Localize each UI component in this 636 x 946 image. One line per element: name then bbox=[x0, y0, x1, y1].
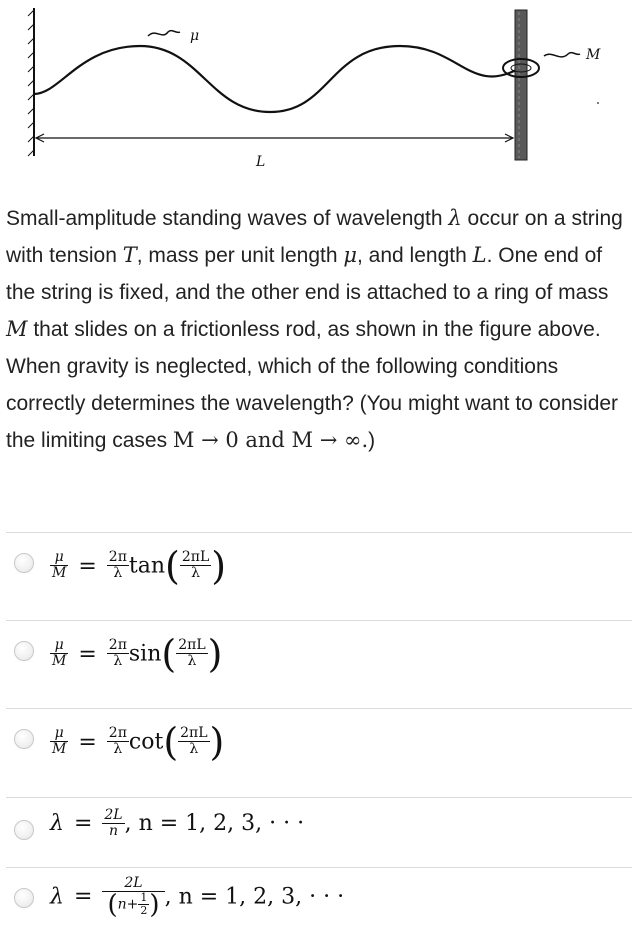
mu-label: μ bbox=[190, 28, 200, 44]
answer-options bbox=[6, 532, 632, 946]
question-text: Small-amplitude standing waves of wavelength λ occur on a string with tension T, mass per unit length μ, and length L. One end of the string is fixed, and the other end is attached to a ring of mass M that slides on a frictionless rod, as shown in the figure above. When gravity is neglected, which of the following conditions correctly determines the wavelength? (You might want to consider the limiting cases M → 0 and M → ∞.) bbox=[6, 206, 623, 452]
formula: $\frac{\mu}{M}$ = $\frac{2\pi}{\lambda}$ sin( $\frac{2\pi L}{\lambda}$ ) bbox=[52, 632, 223, 676]
var-M: M bbox=[6, 317, 28, 341]
radio-button[interactable] bbox=[14, 553, 34, 573]
M-pointer bbox=[544, 53, 580, 57]
var-lambda: λ bbox=[448, 206, 462, 230]
var-L: L bbox=[472, 243, 487, 267]
string-wave-figure bbox=[0, 0, 636, 180]
radio-button[interactable] bbox=[14, 888, 34, 908]
mu-pointer bbox=[148, 31, 180, 36]
var-T: T bbox=[122, 243, 137, 267]
formula: $\frac{\mu}{M}$ = $\frac{2\pi}{\lambda}$ cot( $\frac{2\pi L}{\lambda}$ ) bbox=[52, 720, 225, 764]
answer-option-2[interactable] bbox=[6, 620, 632, 708]
frictionless-rod bbox=[515, 10, 527, 160]
answer-option-1[interactable] bbox=[6, 532, 632, 620]
formula: λ = 2L (n+ $\frac{1}{2}$ ) , n = 1, 2, 3, · · · bbox=[50, 875, 345, 920]
limit-cases: M → 0 and M → ∞. bbox=[172, 428, 369, 452]
answer-option-3[interactable] bbox=[6, 708, 632, 797]
M-label: M bbox=[586, 47, 601, 63]
L-label: L bbox=[256, 154, 266, 170]
radio-button[interactable] bbox=[14, 641, 34, 661]
formula: $\frac{\mu}{M}$ = $\frac{2\pi}{\lambda}$ tan( $\frac{2\pi L}{\lambda}$ ) bbox=[52, 544, 227, 588]
answer-option-4[interactable] bbox=[6, 797, 632, 867]
answer-option-5[interactable] bbox=[6, 867, 632, 946]
var-mu: μ bbox=[343, 243, 358, 267]
radio-button[interactable] bbox=[14, 820, 34, 840]
standing-wave-string bbox=[34, 46, 520, 112]
radio-button[interactable] bbox=[14, 729, 34, 749]
formula: λ = $\frac{2L}{n}$ , n = 1, 2, 3, · · · bbox=[50, 807, 305, 839]
